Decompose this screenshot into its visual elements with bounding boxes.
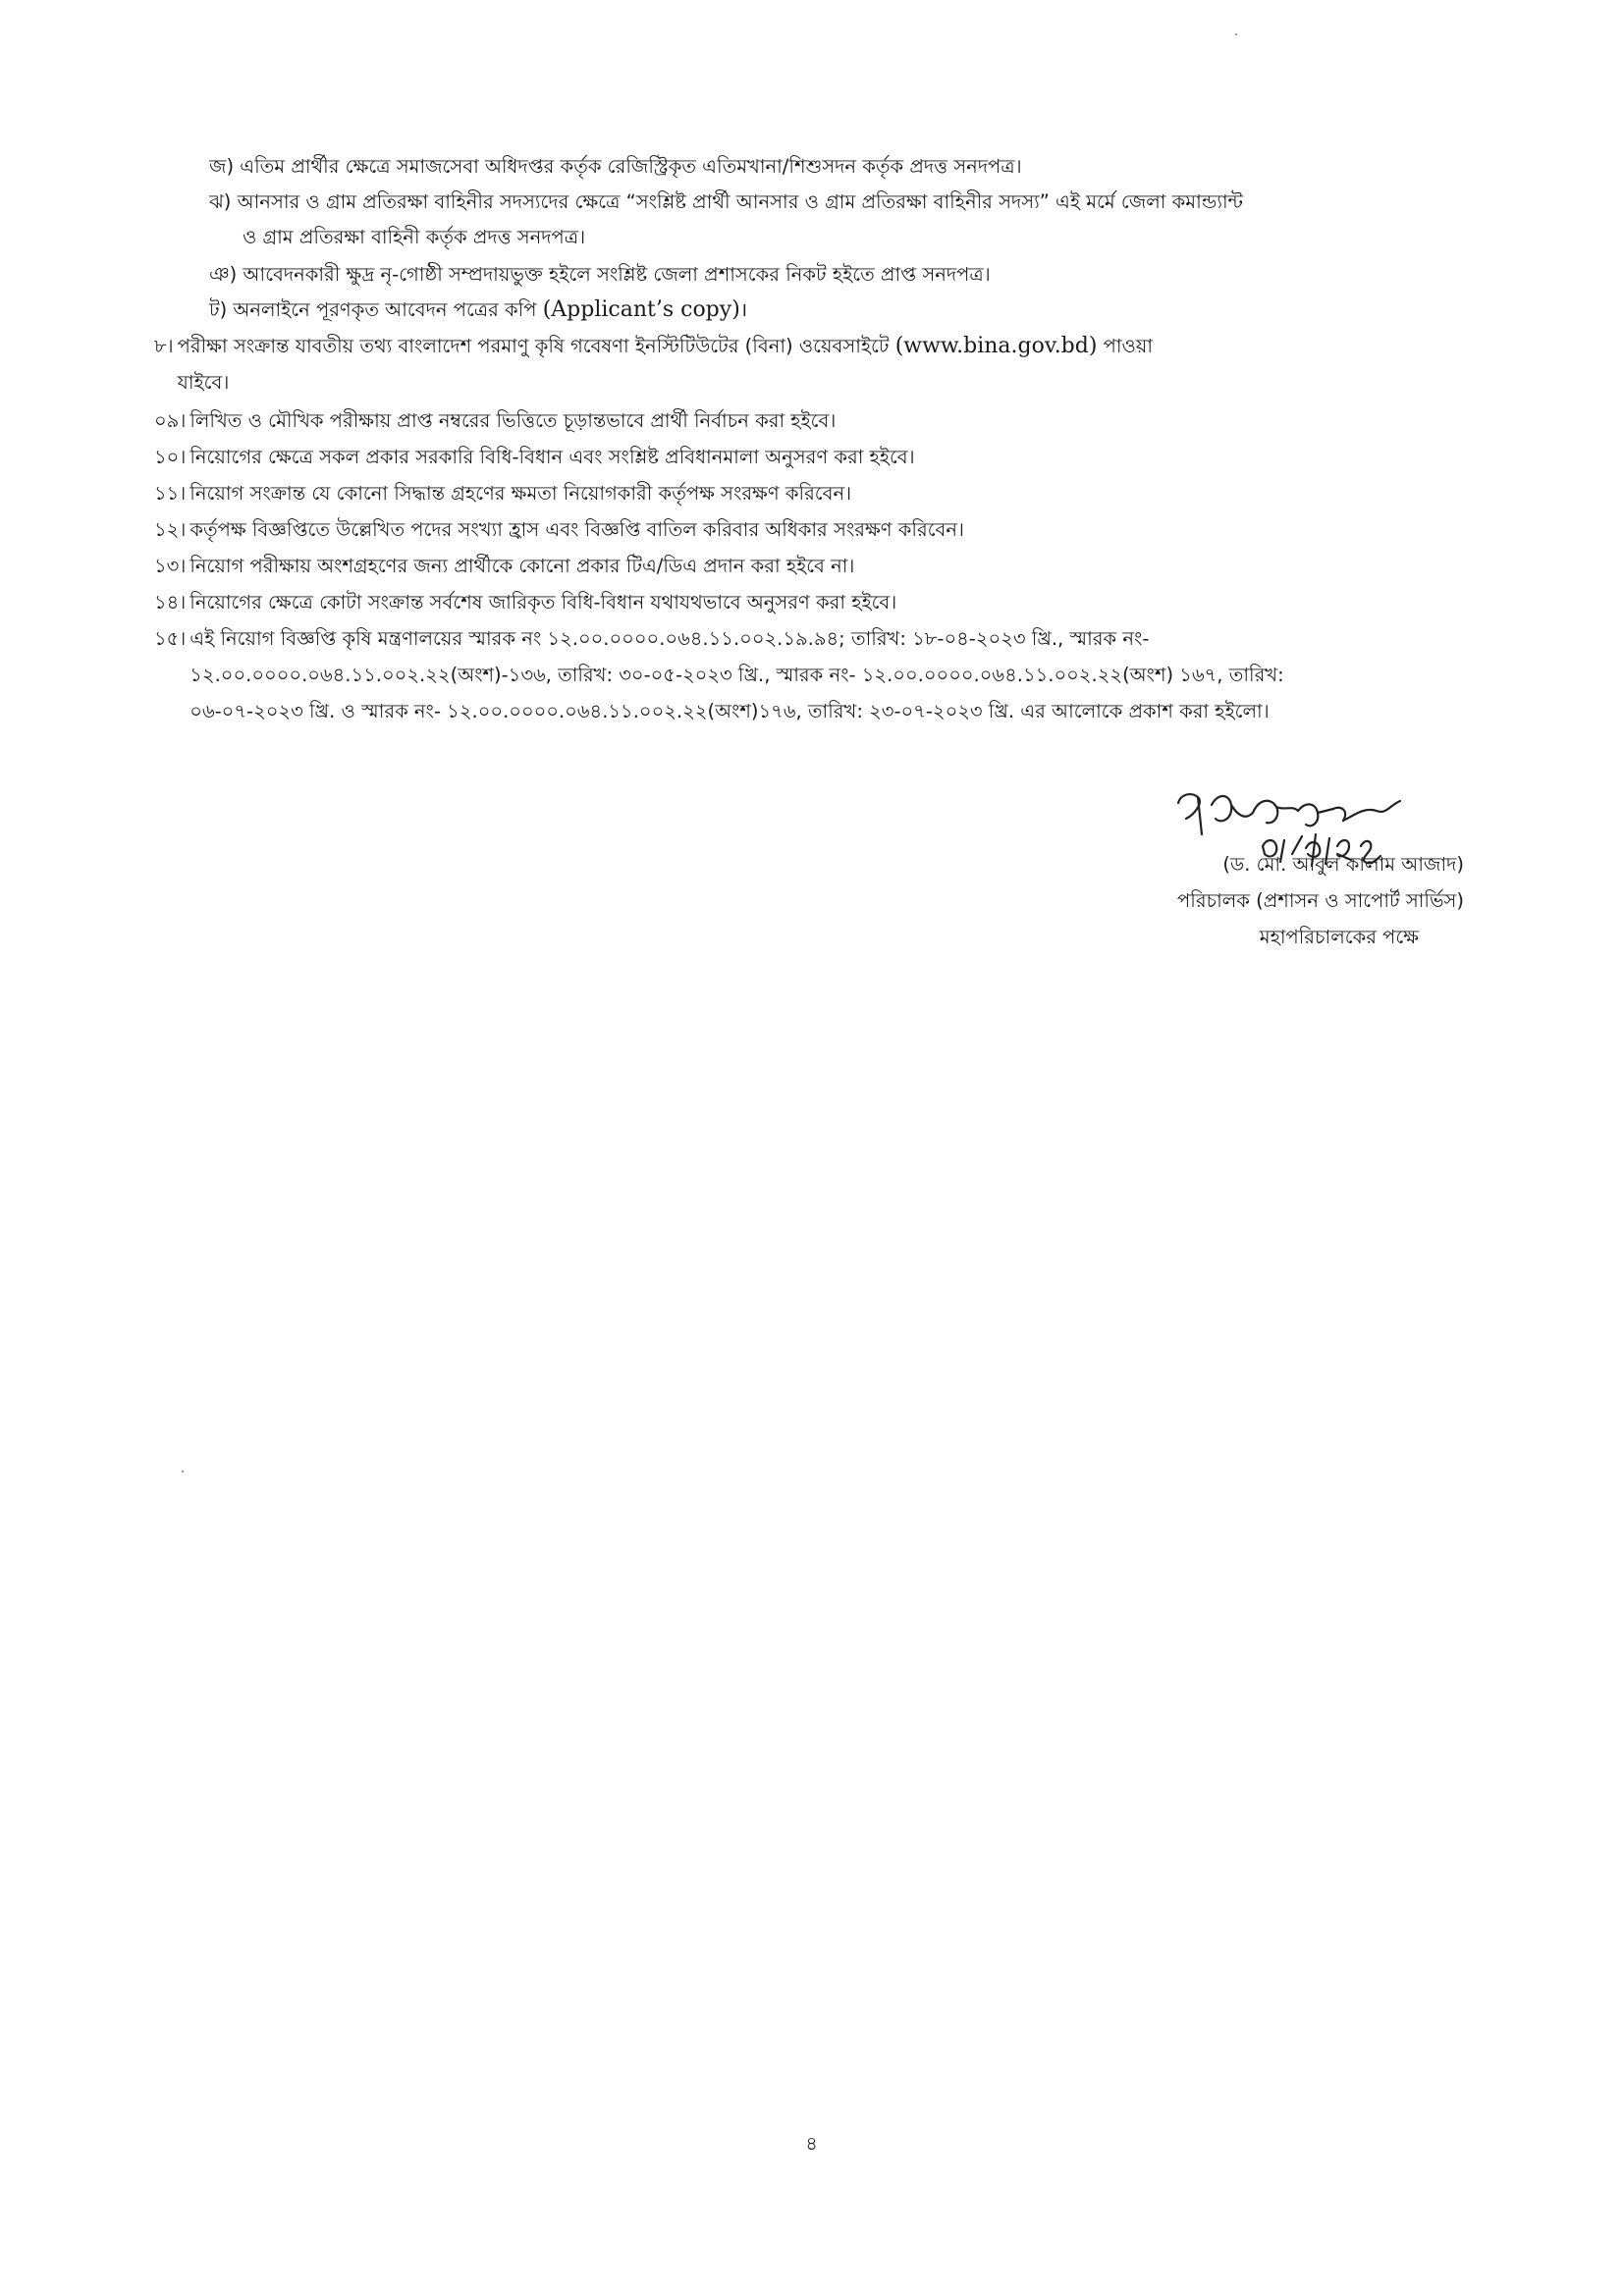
item-text: ঝ) আনসার ও গ্রাম প্রতিরক্ষা বাহিনীর সদস্যদের ক্ষেত্রে “সংশ্লিষ্ট প্রার্থী আনসার ও গ্রাম প্রতিরক্ষা বাহিনীর সদস্য” এই মর্মে জেলা কমান্ড্যান্ট [209,190,1244,213]
item-number: ০৯। [154,409,187,432]
item-number: ১১। [154,482,187,505]
item-number: ১৪। [154,591,187,614]
item-text: জ) এতিম প্রার্থীর ক্ষেত্রে সমাজসেবা অধিদপ্তর কর্তৃক রেজিস্ট্রিকৃত এতিমখানা/শিশুসদন কর্তৃক প্রদত্ত সনদপত্র। [209,155,1022,178]
list-item [209,293,1476,328]
item-body [174,328,1484,400]
item-text-line: এই নিয়োগ বিজ্ঞপ্তি কৃষি মন্ত্রণালয়ের স্মারক নং ১২.০০.০০০০.০৬৪.১১.০০২.১৯.৯৪; তারিখ: ১৮-০৪-২০২৩ খ্রি., স্মারক নং- [189,627,1150,650]
item-text: নিয়োগের ক্ষেত্রে সকল প্রকার সরকারি বিধি-বিধান এবং সংশ্লিষ্ট প্রবিধানমালা অনুসরণ করা হইবে। [189,446,915,468]
item-text: লিখিত ও মৌখিক পরীক্ষায় প্রাপ্ত নম্বরের ভিত্তিতে চূড়ান্তভাবে প্রার্থী নির্বাচন করা হইবে। [189,409,837,432]
item-number: ১৩। [154,555,187,577]
website-link[interactable]: (www.bina.gov.bd) [894,334,1098,358]
scan-speck [182,1470,184,1472]
item-text-end: পাওয়া [1097,335,1154,357]
item-number: ১০। [154,446,187,468]
list-item [209,149,1476,185]
item-text-continuation: যাইবে। [177,371,230,394]
item-body [186,620,1484,729]
list-item [209,257,1476,293]
numbered-item [154,439,1484,475]
item-text-continuation: ও গ্রাম প্রতিরক্ষা বাহিনী কর্তৃক প্রদত্ত সনদপত্র। [243,226,586,248]
item-number: ১২। [154,518,187,541]
numbered-item [154,548,1484,584]
item-text: ঞ) আবেদনকারী ক্ষুদ্র নৃ-গোষ্ঠী সম্প্রদায়ভুক্ত হইলে সংশ্লিষ্ট জেলা প্রশাসকের নিকট হইতে প্রাপ্ত সনদপত্র। [209,263,991,286]
numbered-item [154,620,1484,729]
item-text: নিয়োগের ক্ষেত্রে কোটা সংক্রান্ত সর্বশেষ জারিকৃত বিধি-বিধান যথাযথভাবে অনুসরণ করা হইবে। [189,591,897,614]
applicant-copy-text: (Applicant’s copy) [542,297,740,322]
item-text-line: ০৬-০৭-২০২৩ খ্রি. ও স্মারক নং- ১২.০০.০০০০.০৬৪.১১.০০২.২২(অংশ)১৭৬, তারিখ: ২৩-০৭-২০২৩ খ্রি. এর আলোকে প্রকাশ করা হইলো। [189,700,1270,722]
item-text: ট) অনলাইনে পূরণকৃত আবেদন পত্রের কপি [209,298,543,321]
numbered-item [154,328,1484,400]
item-text: নিয়োগ পরীক্ষায় অংশগ্রহণের জন্য প্রার্থীকে কোনো প্রকার টিএ/ডিএ প্রদান করা হইবে না। [189,555,855,577]
numbered-item [154,402,1484,439]
numbered-item [154,584,1484,620]
page-number: ৪ [805,2133,818,2155]
signatory-on-behalf: মহাপরিচালকের পক্ষে [1259,926,1419,948]
item-text: পরীক্ষা সংক্রান্ত যাবতীয় তথ্য বাংলাদেশ পরমাণু কৃষি গবেষণা ইনস্টিটিউটের (বিনা) ওয়েবসাইটে [177,335,895,357]
item-number: ৮। [154,335,174,357]
signatory-designation: পরিচালক (প্রশাসন ও সাপোর্ট সার্ভিস) [1177,889,1464,912]
scan-speck [1235,33,1237,35]
item-number: ১৫। [154,627,187,650]
numbered-item [154,511,1484,548]
item-text-end: । [739,298,748,321]
item-text: নিয়োগ সংক্রান্ত যে কোনো সিদ্ধান্ত গ্রহণের ক্ষমতা নিয়োগকারী কর্তৃপক্ষ সংরক্ষণ করিবেন। [189,482,852,505]
list-item [209,185,1476,255]
item-text-line: ১২.০০.০০০০.০৬৪.১১.০০২.২২(অংশ)-১৩৬, তারিখ: ৩০-০৫-২০২৩ খ্রি., স্মারক নং- ১২.০০.০০০০.০৬৪.১১.০০২.২২(অংশ) ১৬৭, তারিখ: [189,664,1284,686]
signatory-name: (ড. মো. আবুল কালাম আজাদ) [1222,853,1464,876]
numbered-item [154,475,1484,511]
item-text: কর্তৃপক্ষ বিজ্ঞপ্তিতে উল্লেখিত পদের সংখ্যা হ্রাস এবং বিজ্ঞপ্তি বাতিল করিবার অধিকার সংরক্ষণ করিবেন। [189,518,965,541]
